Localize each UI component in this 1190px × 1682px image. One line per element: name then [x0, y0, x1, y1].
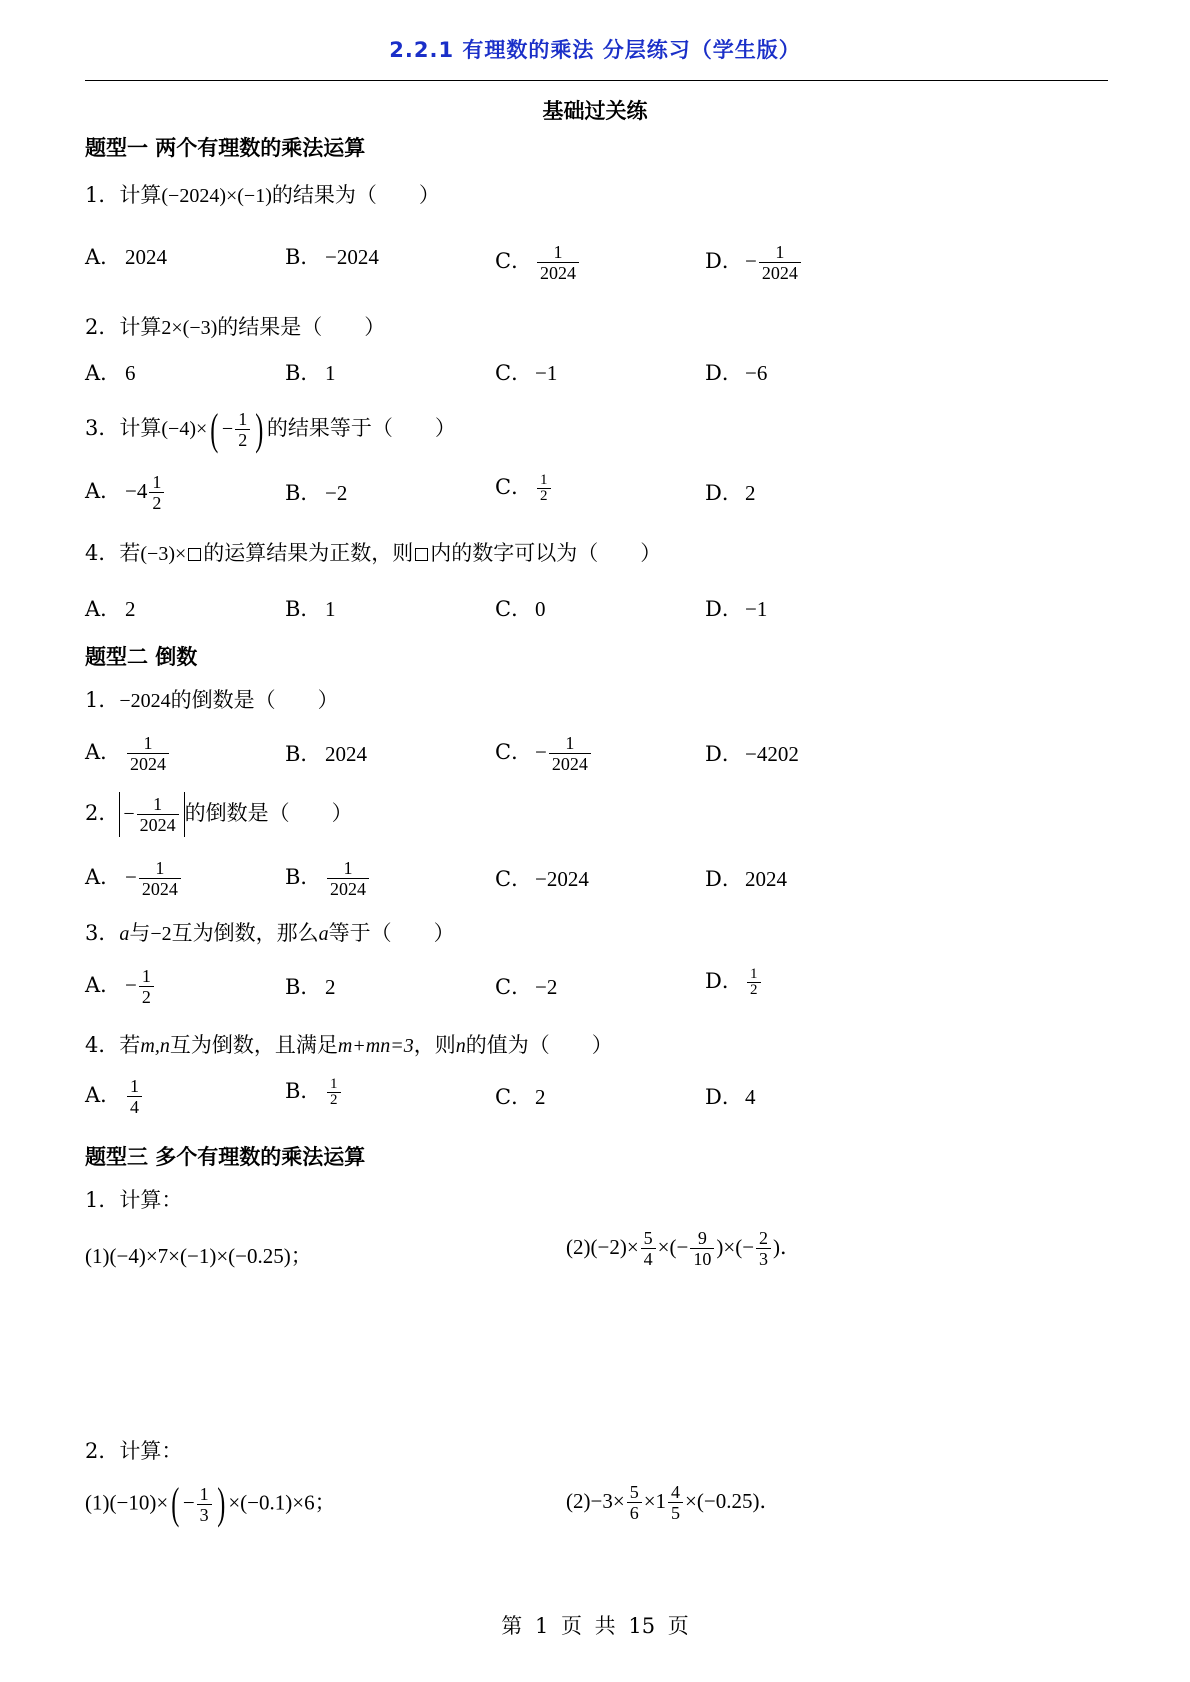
option-2-2-d[interactable]: D． 2024	[705, 867, 787, 891]
option-1-4-a[interactable]: A． 2	[85, 597, 136, 621]
calc-3-1-part2: (2)(−2)× $\frac{5}{4}$ ×(− $\frac{9}{10}$ )×(− $\frac{2}{3}$ )．	[566, 1228, 802, 1269]
option-2-3-c[interactable]: C． −2	[495, 975, 558, 999]
section-subtitle: 基础过关练	[542, 99, 648, 123]
option-2-1-c[interactable]: C． − $\frac{1}{2024}$	[495, 733, 593, 774]
option-1-3-b[interactable]: B． −2	[285, 481, 348, 505]
option-1-1-b[interactable]: B． −2024	[285, 245, 379, 269]
option-2-2-a[interactable]: A． − $\frac{1}{2024}$	[85, 858, 183, 899]
blank-box-icon	[415, 548, 428, 561]
option-2-4-a[interactable]: A． $\frac{1}{4}$	[85, 1076, 144, 1117]
calc-3-1-part1: (1)(−4)×7×(−1)×(−0.25)；	[85, 1244, 312, 1268]
option-2-4-b[interactable]: B． $\frac{1}{2}$	[285, 1076, 343, 1108]
option-2-3-a[interactable]: A． − $\frac{1}{2}$	[85, 966, 156, 1007]
question-2-3: 3．a与−2互为倒数，那么a等于（ ）	[85, 921, 455, 945]
calc-3-2-part1: (1)(−10)×( − $\frac{1}{3}$ ) ×(−0.1)×6；	[85, 1479, 336, 1528]
section-heading-2: 题型二 倒数	[85, 645, 198, 669]
option-2-1-b[interactable]: B． 2024	[285, 742, 367, 766]
calc-3-2-part2: (2)−3× $\frac{5}{6}$ ×1 $\frac{4}{5}$ ×(−0.25)．	[566, 1482, 781, 1523]
option-2-2-c[interactable]: C． −2024	[495, 867, 589, 891]
page-footer: 第 1 页 共 15 页	[501, 1614, 689, 1638]
option-2-2-b[interactable]: B． $\frac{1}{2024}$	[285, 858, 371, 899]
question-1-3: 3．计算(−4)×( − $\frac{1}{2}$ ) 的结果等于（ ）	[85, 404, 456, 454]
question-1-4: 4．若(−3)× 的运算结果为正数，则 内的数字可以为（ ）	[85, 541, 662, 565]
option-1-4-b[interactable]: B． 1	[285, 597, 336, 621]
blank-box-icon	[188, 548, 201, 561]
question-2-2: 2． − $\frac{1}{2024}$ 的倒数是（ ）	[85, 794, 353, 835]
option-1-4-d[interactable]: D． −1	[705, 597, 768, 621]
option-2-1-a[interactable]: A． $\frac{1}{2024}$	[85, 733, 171, 774]
question-1-1: 1．计算(−2024)×(−1)的结果为（ ）	[85, 183, 440, 207]
option-1-2-b[interactable]: B． 1	[285, 361, 336, 385]
option-1-1-d[interactable]: D． − $\frac{1}{2024}$	[705, 242, 803, 283]
option-1-3-d[interactable]: D． 2	[705, 481, 756, 505]
option-2-4-d[interactable]: D． 4	[705, 1085, 756, 1109]
option-2-1-d[interactable]: D． −4202	[705, 742, 799, 766]
question-2-4: 4．若m,n互为倒数，且满足m+mn=3，则n的值为（ ）	[85, 1033, 613, 1057]
option-1-3-c[interactable]: C． $\frac{1}{2}$	[495, 472, 553, 504]
question-3-2: 2．计算：	[85, 1439, 183, 1463]
option-1-1-c[interactable]: C． $\frac{1}{2024}$	[495, 242, 581, 283]
option-1-4-c[interactable]: C． 0	[495, 597, 546, 621]
option-1-1-a[interactable]: A． 2024	[85, 245, 167, 269]
section-heading-3: 题型三 多个有理数的乘法运算	[85, 1145, 366, 1169]
question-2-1: 1．−2024的倒数是（ ）	[85, 688, 339, 712]
option-2-3-b[interactable]: B． 2	[285, 975, 336, 999]
option-1-2-a[interactable]: A． 6	[85, 361, 136, 385]
document-title: 2.2.1 有理数的乘法 分层练习（学生版）	[389, 38, 801, 62]
option-1-2-d[interactable]: D． −6	[705, 361, 768, 385]
question-1-2: 2．计算2×(−3)的结果是（ ）	[85, 315, 386, 339]
option-1-2-c[interactable]: C． −1	[495, 361, 558, 385]
section-heading-1: 题型一 两个有理数的乘法运算	[85, 136, 366, 160]
option-2-3-d[interactable]: D． $\frac{1}{2}$	[705, 966, 763, 998]
option-1-3-a[interactable]: A． −4 $\frac{1}{2}$	[85, 472, 166, 513]
header-divider	[85, 80, 1108, 81]
option-2-4-c[interactable]: C． 2	[495, 1085, 546, 1109]
question-3-1: 1．计算：	[85, 1188, 183, 1212]
